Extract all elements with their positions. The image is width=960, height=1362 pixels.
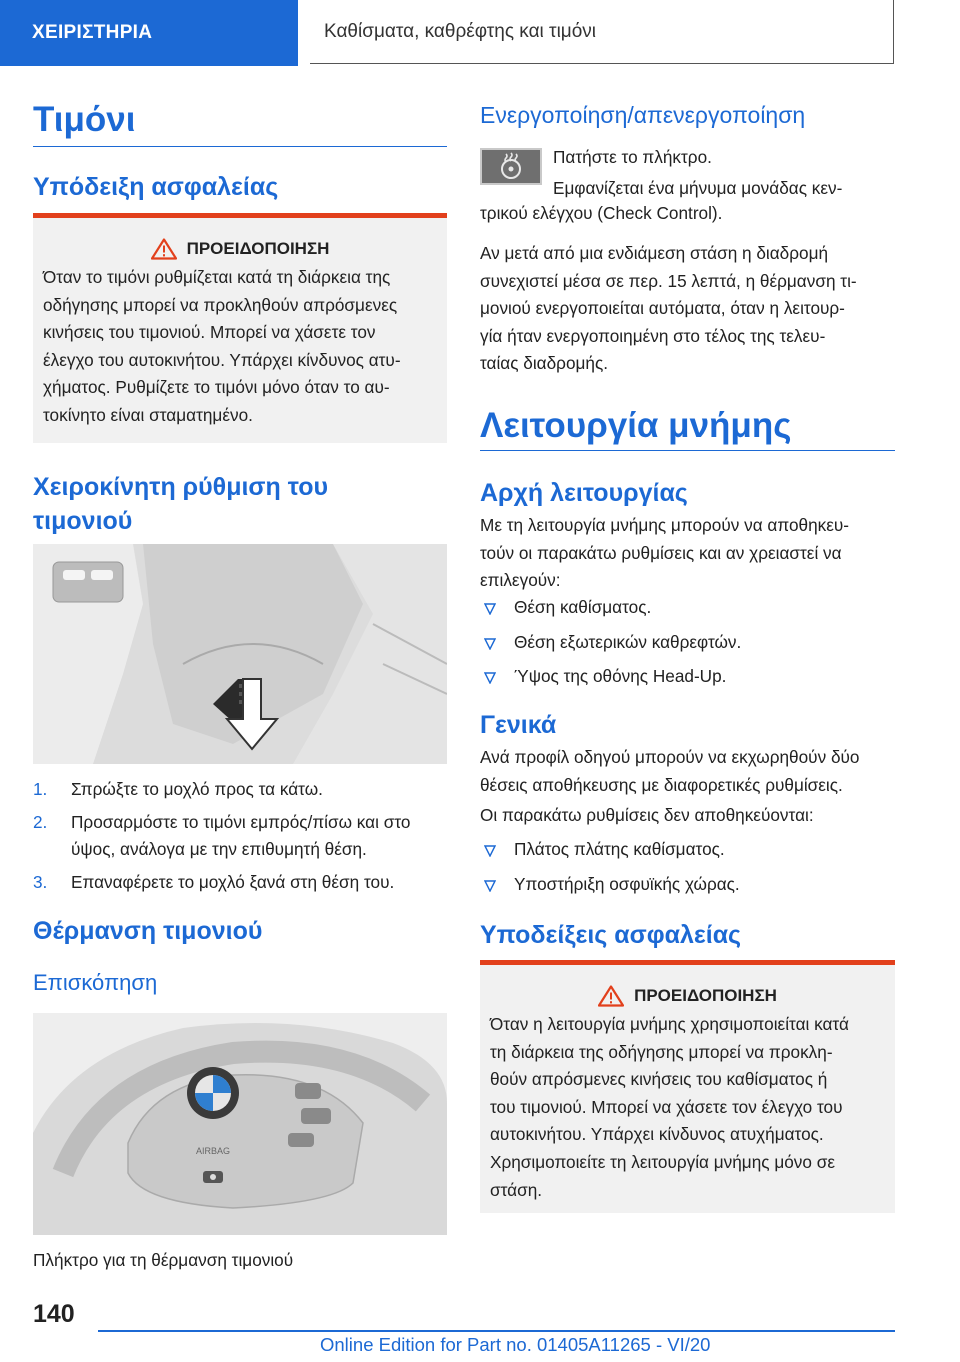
step-line: Σπρώξτε το μοχλό προς τα κάτω. <box>71 779 323 799</box>
list-item: Ύψος της οθόνης Head-Up. <box>480 663 895 691</box>
svg-text:AIRBAG: AIRBAG <box>195 1146 231 1156</box>
principle-paragraph <box>480 512 895 595</box>
auto-line: Αν μετά από μια ενδιάμεση στάση η διαδρομή <box>480 243 829 263</box>
principle-line: Με τη λειτουργία μνήμης μπορούν να αποθηκευ- <box>480 515 850 535</box>
warning-box <box>33 218 447 443</box>
step-line: ύψος, ανάλογα με την επιθυμητή θέση. <box>71 839 367 860</box>
triangle-bullet-icon <box>484 638 496 650</box>
warning-line: τη διάρκεια της οδήγησης μπορεί να προκλη- <box>490 1041 833 1062</box>
warning-line: κινήσεις του τιμονιού. Μπορεί να χάσετε τον <box>43 322 376 343</box>
not-stored-list <box>480 836 895 905</box>
figure-caption: Πλήκτρο για τη θέρμανση τιμονιού <box>33 1250 294 1270</box>
header-section-label: ΧΕΙΡΙΣΤΗΡΙΑ <box>32 22 153 43</box>
triangle-bullet-icon <box>484 603 496 615</box>
warning-line: έλεγχο του αυτοκινήτου. Υπάρχει κίνδυνος ατυ- <box>43 349 401 370</box>
list-item: Θέση εξωτερικών καθρεφτών. <box>480 629 895 657</box>
header-chapter-label: Καθίσματα, καθρέφτης και τιμόνι <box>324 20 597 42</box>
list-item: Υποστήριξη οσφυϊκής χώρας. <box>480 871 895 899</box>
auto-resume-paragraph <box>480 240 895 378</box>
step-line: Προσαρμόστε το τιμόνι εμπρός/πίσω και στο <box>71 811 411 832</box>
overview-heading: Επισκόπηση <box>33 970 158 995</box>
activation-heading: Ενεργοποίηση/απενεργοποίηση <box>480 102 806 128</box>
general-line: θέσεις αποθήκευσης με διαφορετικές ρυθμίσεις. <box>480 774 843 795</box>
warning-title-row <box>43 238 437 260</box>
step-number: 1. <box>33 779 48 799</box>
page-number: 140 <box>33 1300 75 1328</box>
warning-line: χήματος. Ρυθμίζετε το τιμόνι μόνο όταν το αυ- <box>43 377 390 398</box>
steering-wheel-illustration <box>33 1013 447 1235</box>
press-button-text: Πατήστε το πλήκτρο. <box>553 147 712 167</box>
heating-button-icon <box>480 148 542 185</box>
list-item <box>33 809 447 864</box>
warning-line: θούν απρόσμενες κινήσεις του καθίσματος ή <box>490 1069 828 1090</box>
heating-heading: Θέρμανση τιμονιού <box>33 917 263 945</box>
warning-triangle-icon <box>151 238 177 260</box>
warning-title-row <box>490 985 885 1007</box>
triangle-bullet-icon <box>484 845 496 857</box>
list-item: Πλάτος πλάτης καθίσματος. <box>480 836 895 864</box>
footer-rule <box>98 1330 895 1332</box>
principle-line: τούν οι παρακάτω ρυθμίσεις και αν χρειαστεί να <box>480 542 842 563</box>
warning-box <box>480 965 895 1213</box>
safety-heading: Υπόδειξη ασφαλείας <box>33 173 279 201</box>
not-stored-intro: Οι παρακάτω ρυθμίσεις δεν αποθηκεύονται: <box>480 805 814 825</box>
warning-line: στάση. <box>490 1179 543 1200</box>
message-line: Εμφανίζεται ένα μήνυμα μονάδας κεν- <box>553 178 843 198</box>
page-title: Τιμόνι <box>33 100 136 139</box>
steering-lever-image <box>33 544 447 764</box>
warning-line: Χρησιμοποιείτε τη λειτουργία μνήμης μόνο σε <box>490 1151 835 1172</box>
step-number: 3. <box>33 871 48 892</box>
adjust-steps-list <box>33 776 447 896</box>
triangle-bullet-icon <box>484 672 496 684</box>
manual-heading <box>33 470 447 538</box>
warning-line: αυτοκινήτου. Υπάρχει κίνδυνος ατυχήματος. <box>490 1124 824 1145</box>
stored-settings-list <box>480 594 895 698</box>
steering-column-illustration <box>33 544 447 764</box>
title-rule <box>33 146 447 147</box>
auto-line: συνεχιστεί μέσα σε περ. 15 λεπτά, η θέρμανση τι- <box>480 270 857 291</box>
warning-title: ΠΡΟΕΙΔΟΠΟΙΗΣΗ <box>634 986 777 1005</box>
principle-line: επιλεγούν: <box>480 570 561 591</box>
footer-edition: Online Edition for Part no. 01405A11265 - VI/20 <box>320 1334 711 1355</box>
manual-heading-line: Χειροκίνητη ρύθμιση του <box>33 473 329 501</box>
auto-line: μονιού ενεργοποιείται αυτόματα, όταν η λειτουρ- <box>480 298 845 319</box>
principle-heading: Αρχή λειτουργίας <box>480 479 688 507</box>
triangle-bullet-icon <box>484 880 496 892</box>
message-line: τρικού ελέγχου (Check Control). <box>480 203 723 223</box>
list-item: Θέση καθίσματος. <box>480 594 895 622</box>
warning-triangle-icon <box>598 985 624 1007</box>
auto-line: γία ήταν ενεργοποιημένη στο τέλος της τελευ- <box>480 325 826 346</box>
step-number: 2. <box>33 811 48 832</box>
manual-heading-line: τιμονιού <box>33 507 133 535</box>
warning-line: τοκίνητο είναι σταματημένο. <box>43 404 253 425</box>
header-chapter <box>310 0 894 64</box>
steering-heat-icon <box>482 150 540 183</box>
general-line: Ανά προφίλ οδηγού μπορούν να εκχωρηθούν δύο <box>480 747 860 767</box>
memory-title: Λειτουργία μνήμης <box>480 406 792 445</box>
general-paragraph <box>480 744 895 799</box>
warning-line: του τιμονιού. Μπορεί να χάσετε τον έλεγχο του <box>490 1096 843 1117</box>
auto-line: ταίας διαδρομής. <box>480 353 609 374</box>
list-item <box>33 776 447 804</box>
safety-notes-heading: Υποδείξεις ασφαλείας <box>480 921 742 949</box>
general-heading: Γενικά <box>480 711 557 739</box>
memory-title-rule <box>480 450 895 451</box>
step-line: Επαναφέρετε το μοχλό ξανά στη θέση του. <box>71 871 395 892</box>
header-section-tab[interactable] <box>0 0 298 66</box>
warning-line: Όταν η λειτουργία μνήμης χρησιμοποιείται κατά <box>490 1014 849 1034</box>
steering-wheel-image <box>33 1013 447 1235</box>
warning-title: ΠΡΟΕΙΔΟΠΟΙΗΣΗ <box>186 239 330 258</box>
warning-line: οδήγησης μπορεί να προκληθούν απρόσμενες <box>43 294 398 315</box>
list-item <box>33 869 447 897</box>
warning-line: Όταν το τιμόνι ρυθμίζεται κατά τη διάρκεια της <box>43 267 391 287</box>
